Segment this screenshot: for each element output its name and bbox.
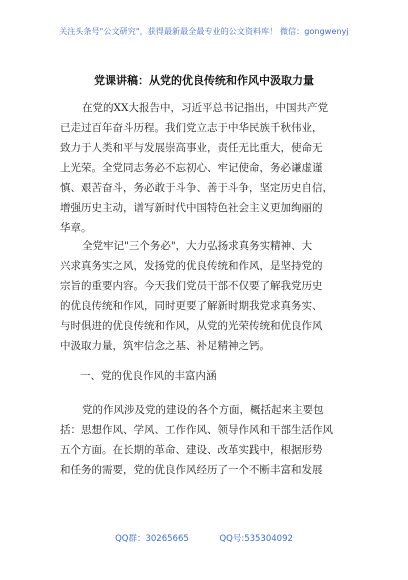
paragraph-line: 与时俱进的优良传统和作风，从党的光荣传统和优良作风 [60,320,323,332]
paragraph-3 [60,400,348,480]
paragraph-line: 括：思想作风、学风、工作作风、领导作风和干部生活作风 [60,424,333,436]
document-title: 党课讲稿：从党的优良传统和作风中汲取力量 [94,74,314,87]
paragraph-line: 中汲取力量，筑牢信念之基、补足精神之钙。 [60,340,270,352]
paragraph-2 [60,236,348,356]
section-heading: 一、党的优良作风的丰富内涵 [80,370,217,382]
paragraph-line: 五个方面。在长期的革命、建设、改革实践中，根据形势 [60,444,323,456]
paragraph-line: 增强历史主动，谱写新时代中国特色社会主义更加绚丽的 [60,202,323,214]
paragraph-line: 党的作风涉及党的建设的各个方面，概括起来主要包 [82,404,324,416]
paragraph-line: 在党的XX大报告中，习近平总书记指出，中国共产党 [82,102,328,114]
qq-number: QQ号:535304092 [219,534,293,544]
contact-footer [0,532,408,544]
paragraph-line: 兴求真务实之风，发扬党的优良传统和作风，是坚持党的 [60,260,323,272]
promo-header: 关注头条号"公文研究"，获得最新最全最专业的公文资料库！ 微信：gongwenyj [59,27,349,36]
paragraph-line: 的优良传统和作风，同时更要了解新时期我党求真务实、 [60,300,323,312]
paragraph-line: 全党牢记"三个务必"，大力弘扬求真务实精神、大 [82,240,313,252]
paragraph-line: 上光荣。全党同志务必不忘初心、牢记使命，务必谦虚谨 [60,162,323,174]
qq-group: QQ群：30265665 [115,534,189,544]
paragraph-1 [60,98,348,238]
paragraph-line: 和任务的需要，党的优良作风经历了一个不断丰富和发展 [60,464,323,476]
paragraph-line: 宗旨的重要内容。今天我们党员干部不仅要了解我党历史 [60,280,323,292]
paragraph-line: 致力于人类和平与发展崇高事业，责任无比重大，使命无 [60,142,323,154]
paragraph-line: 华章。 [60,222,92,234]
paragraph-line: 已走过百年奋斗历程。我们党立志于中华民族千秋伟业， [60,122,323,134]
paragraph-line: 慎、艰苦奋斗，务必敢于斗争、善于斗争，坚定历史自信， [60,182,333,194]
